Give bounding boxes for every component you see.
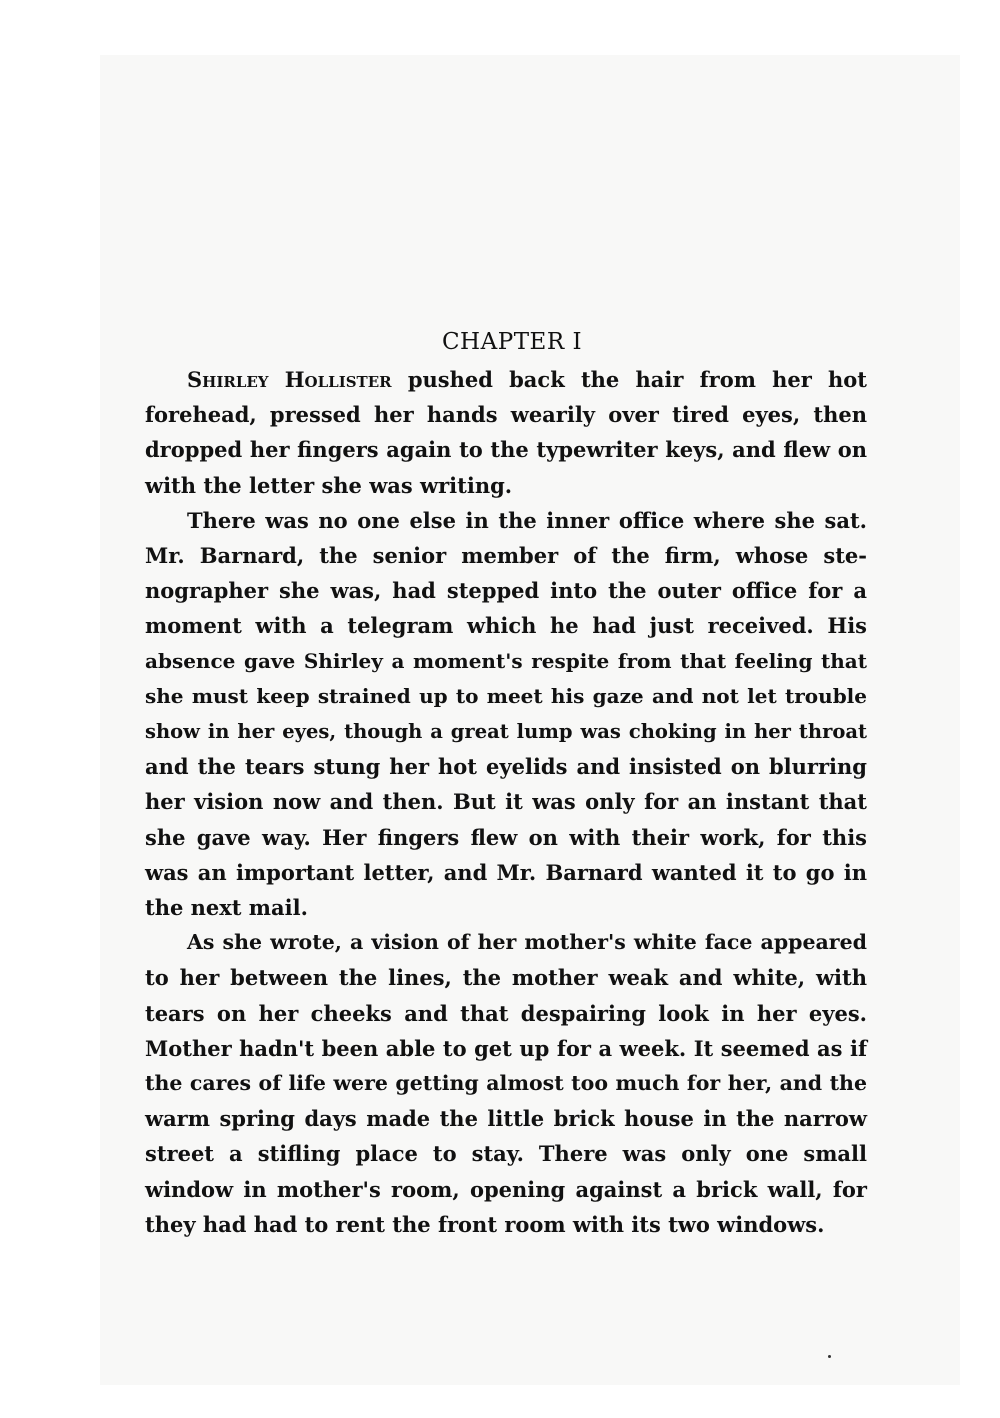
text-line: As she wrote, a vision of her mother's white face appeared — [187, 930, 867, 955]
text-line: There was no one else in the inner office where she sat. — [187, 507, 867, 533]
text-line: moment with a telegram which he had just received. His — [145, 613, 867, 639]
text-line: Mother hadn't been able to get up for a week. It seemed as if — [145, 1035, 867, 1061]
text-line: absence gave Shirley a moment's respite from that feeling that — [145, 648, 867, 673]
text-line: was an important letter, and Mr. Barnard wanted it to go in — [145, 859, 867, 885]
text-line: show in her eyes, though a great lump was choking in her throat — [145, 720, 867, 744]
text-line: Shirley Hollister pushed back the hair from her hot — [187, 367, 867, 392]
text-line: window in mother's room, opening against a brick wall, for — [145, 1176, 867, 1202]
text-line: forehead, pressed her hands wearily over tired eyes, then — [145, 402, 867, 428]
page-speck — [828, 1355, 831, 1358]
lead-name: Shirley Hollister — [187, 367, 392, 392]
paragraph-1 — [145, 362, 867, 503]
text-line: dropped her fingers again to the typewriter keys, and flew on — [145, 437, 867, 463]
text-line: her vision now and then. But it was only for an instant that — [145, 789, 867, 815]
text-line: tears on her cheeks and that despairing look in her eyes. — [145, 1000, 867, 1026]
text-line: she must keep strained up to meet his gaze and not let trouble — [145, 683, 867, 708]
text-line: with the letter she was writing. — [145, 472, 513, 498]
text-line: she gave way. Her fingers flew on with their work, for this — [145, 824, 867, 850]
text-line: they had had to rent the front room with its two windows. — [145, 1211, 825, 1237]
chapter-text — [145, 322, 867, 1242]
text-line: and the tears stung her hot eyelids and insisted on blurring — [145, 754, 867, 780]
text-line: to her between the lines, the mother weak and white, with — [145, 965, 867, 991]
paragraph-3 — [145, 925, 867, 1242]
paragraph-2 — [145, 503, 867, 925]
text-line: the next mail. — [145, 895, 308, 921]
text-line: Mr. Barnard, the senior member of the firm, whose ste- — [145, 543, 867, 569]
text-line: the cares of life were getting almost too much for her, and the — [145, 1071, 867, 1096]
text-line: nographer she was, had stepped into the outer office for a — [145, 578, 867, 604]
chapter-title: CHAPTER I — [441, 329, 583, 355]
text-line: warm spring days made the little brick house in the narrow — [145, 1106, 867, 1132]
text-line: street a stifling place to stay. There was only one small — [145, 1141, 867, 1167]
